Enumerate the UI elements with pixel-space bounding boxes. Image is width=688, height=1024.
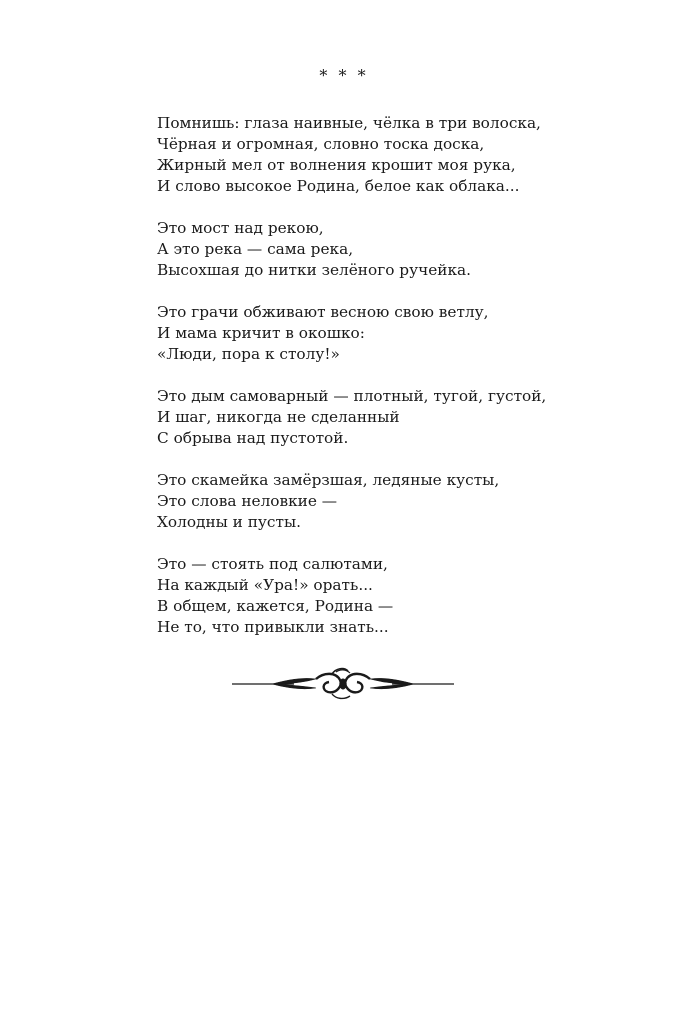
poem-line: И слово высокое Родина, белое как облака... [157, 177, 520, 195]
poem-line: Помнишь: глаза наивные, чёлка в три волоска, [157, 114, 541, 132]
poem-line: На каждый «Ура!» орать... [157, 576, 373, 594]
poem-line: Это мост над рекою, [157, 219, 324, 237]
poem-line: Холодны и пусты. [157, 513, 301, 531]
poem-line: Это дым самоварный — плотный, тугой, густой, [157, 387, 547, 405]
stanza-1 [157, 113, 617, 197]
stanza-3 [157, 302, 617, 365]
section-separator-asterisks: * * * [319, 66, 369, 85]
poem-line: Высохшая до нитки зелёного ручейка. [157, 261, 471, 279]
poem-line: С обрыва над пустотой. [157, 429, 349, 447]
poem-line: Это слова неловкие — [157, 492, 338, 510]
poem-line: Чёрная и огромная, словно тоска доска, [157, 135, 485, 153]
stanza-6 [157, 554, 617, 638]
poem [157, 113, 617, 659]
stanza-5 [157, 470, 617, 533]
poem-line: Не то, что привыкли знать... [157, 618, 389, 636]
poem-line: В общем, кажется, Родина — [157, 597, 394, 615]
poem-line: И шаг, никогда не сделанный [157, 408, 400, 426]
flourish-divider-icon [232, 666, 454, 702]
stanza-4 [157, 386, 617, 449]
stanza-2 [157, 218, 617, 281]
poem-line: Это — стоять под салютами, [157, 555, 388, 573]
poem-line: Это грачи обживают весною свою ветлу, [157, 303, 489, 321]
poem-line: «Люди, пора к столу!» [157, 345, 340, 363]
poem-line: Жирный мел от волнения крошит моя рука, [157, 156, 516, 174]
poem-line: Это скамейка замёрзшая, ледяные кусты, [157, 471, 500, 489]
poem-line: И мама кричит в окошко: [157, 324, 365, 342]
poem-line: А это река — сама река, [157, 240, 354, 258]
